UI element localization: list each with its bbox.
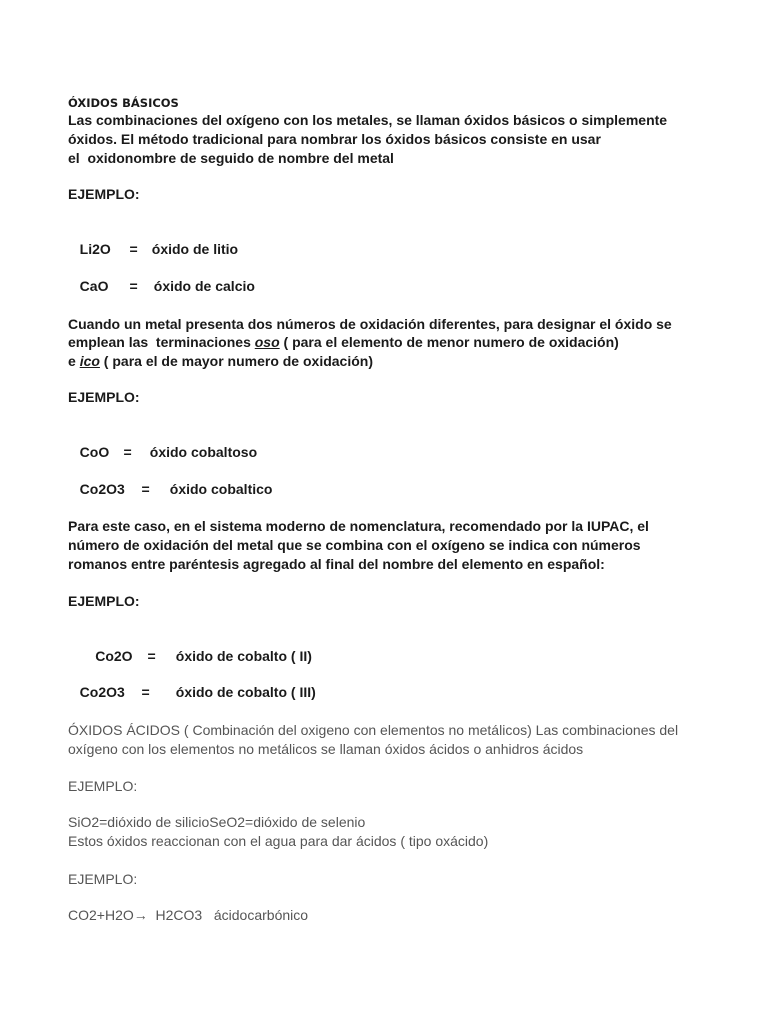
acid-reaction-description: Estos óxidos reaccionan con el agua para dar ácidos ( tipo oxácido)	[68, 833, 489, 849]
equals-sign: =	[133, 481, 150, 497]
example-formula: CaO	[75, 278, 109, 294]
paragraph3-line-1: Para este caso, en el sistema moderno de nomenclatura, recomendado por la IUPAC, el	[68, 518, 649, 534]
example-label-3: EJEMPLO:	[68, 593, 140, 609]
acid-intro-line-2: oxígeno con los elementos no metálicos se llaman óxidos ácidos o anhidros ácidos	[68, 741, 584, 757]
text: emplean las terminaciones	[68, 334, 255, 350]
example-label-1: EJEMPLO:	[68, 186, 140, 202]
equals-sign: =	[121, 241, 138, 257]
example-row	[68, 629, 312, 665]
paragraph2-line-3	[68, 352, 373, 370]
equals-sign: =	[139, 648, 156, 664]
equals-sign: =	[115, 444, 132, 460]
example-name: óxido de cobalto ( III)	[175, 684, 316, 700]
text: ( para el de mayor numero de oxidación)	[99, 353, 373, 369]
example-name: óxido de cobalto ( II)	[175, 648, 312, 664]
equals-sign: =	[133, 684, 150, 700]
example-label-2: EJEMPLO:	[68, 389, 140, 405]
example-name: óxido de calcio	[153, 278, 255, 294]
example-formula: Co2O3	[75, 481, 125, 497]
example-name: óxido de litio	[151, 241, 239, 257]
example-formula: Co2O3	[75, 684, 125, 700]
example-formula: Co2O	[75, 648, 133, 664]
term-ico: ico	[79, 353, 100, 369]
intro-line-3: el oxidonombre de seguido de nombre del metal	[68, 150, 394, 166]
example-row	[68, 425, 257, 461]
paragraph3-line-3: romanos entre paréntesis agregado al final del nombre del elemento en español:	[68, 556, 605, 572]
paragraph2-line-1: Cuando un metal presenta dos números de oxidación diferentes, para designar el óxido se	[68, 316, 672, 332]
acid-reaction-equation: CO2+H2O→ H2CO3 ácidocarbónico	[68, 907, 309, 923]
example-row	[68, 222, 238, 258]
paragraph3-line-2: número de oxidación del metal que se combina con el oxígeno se indica con números	[68, 537, 641, 553]
acid-example-label-2: EJEMPLO:	[68, 871, 138, 887]
term-oso: oso	[254, 334, 280, 350]
example-formula: CoO	[75, 444, 110, 460]
section-title-basic-oxides: ÓXIDOS BÁSICOS	[68, 96, 179, 110]
equals-sign: =	[121, 278, 138, 294]
intro-line-2: óxidos. El método tradicional para nombrar los óxidos básicos consiste en usar	[68, 131, 601, 147]
example-name: óxido cobaltico	[169, 481, 273, 497]
paragraph2-line-2	[68, 333, 619, 351]
text: ( para el elemento de menor numero de oxidación)	[279, 334, 619, 350]
example-name: óxido cobaltoso	[149, 444, 258, 460]
example-row	[68, 665, 316, 701]
text: e	[68, 353, 80, 369]
example-formula: Li2O	[75, 241, 111, 257]
example-row	[68, 462, 272, 498]
acid-examples-line: SiO2=dióxido de silicioSeO2=dióxido de selenio	[68, 814, 366, 830]
intro-line-1: Las combinaciones del oxígeno con los metales, se llaman óxidos básicos o simplemente	[68, 112, 668, 128]
acid-intro-line-1: ÓXIDOS ÁCIDOS ( Combinación del oxigeno con elementos no metálicos) Las combinaciones del	[68, 722, 679, 738]
example-row	[68, 259, 255, 295]
acid-example-label-1: EJEMPLO:	[68, 778, 138, 794]
